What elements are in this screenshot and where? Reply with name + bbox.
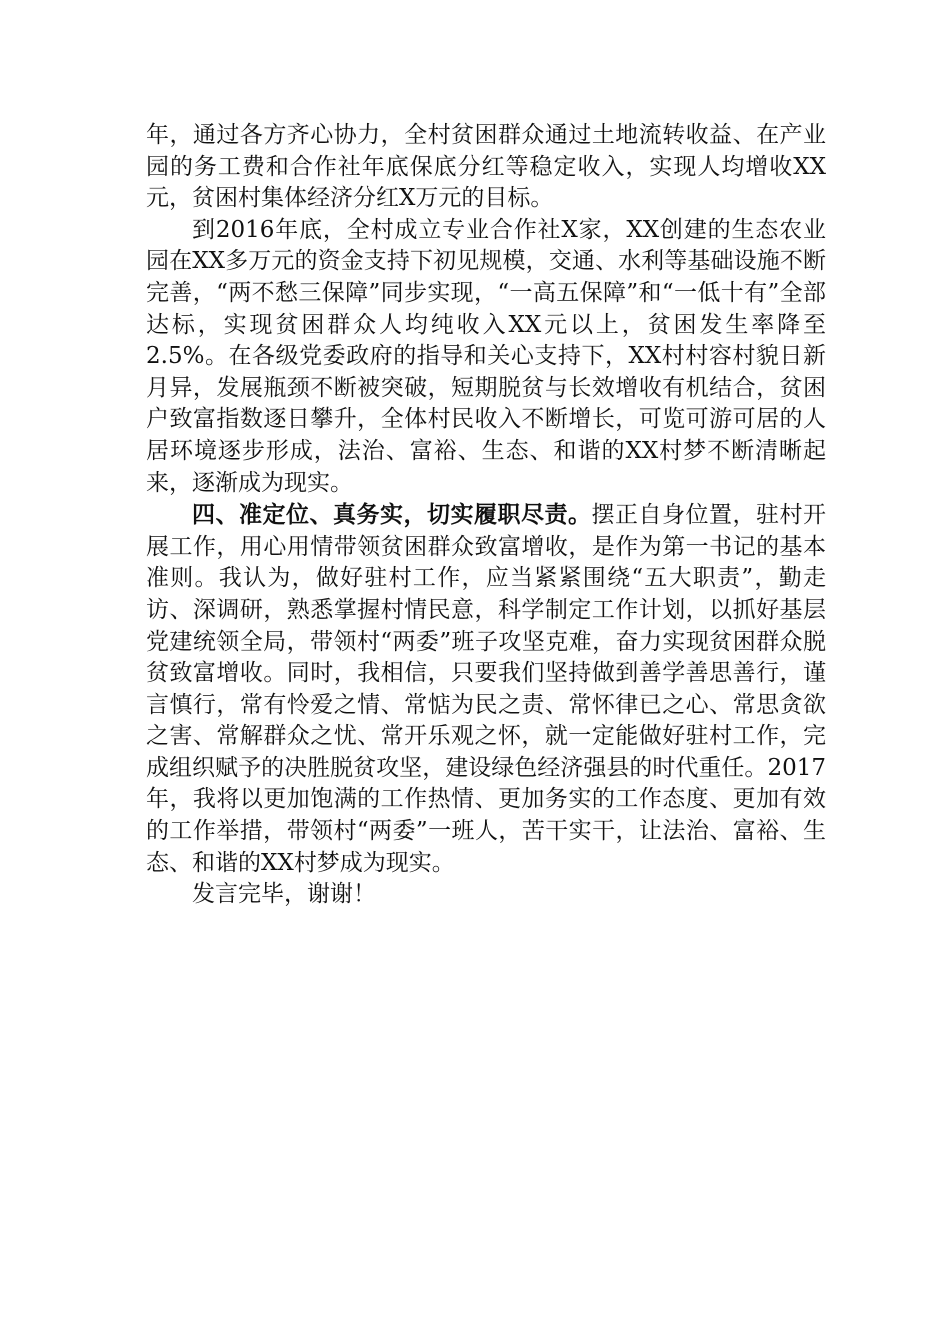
paragraph-closing: 发言完毕，谢谢！: [192, 881, 376, 908]
paragraph-achievements: 到2016年底，全村成立专业合作社X家，XX创建的生态农业园在XX多万元的资金支持下初见规模，交通、水利等基础设施不断完善，“两不愁三保障”同步实现，“一高五保障”和“一低十有”全部达标，实现贫困群众人均纯收入XX元以上，贫困发生率降至2.5%。在各级党委政府的指导和关心支持下，XX村村容村貌日新月异，发展瓶颈不断被突破，短期脱贫与长效增收有机结合，贫困户致富指数逐日攀升，全体村民收入不断增长，可览可游可居的人居环境逐步形成，法治、富裕、生态、和谐的XX村梦不断清晰起来，逐渐成为现实。: [146, 216, 826, 496]
paragraph-section-four: [146, 499, 826, 879]
section-body: 摆正自身位置，驻村开展工作，用心用情带领贫困群众致富增收，是作为第一书记的基本准则。我认为，做好驻村工作，应当紧紧围绕“五大职责”，勤走访、深调研，熟悉掌握村情民意，科学制定工作计划，以抓好基层党建统领全局，带领村“两委”班子攻坚克难，奋力实现贫困群众脱贫致富增收。同时，我相信，只要我们坚持做到善学善思善行，谨言慎行，常有怜爱之情、常惦为民之责、常怀律已之心、常思贪欲之害、常解群众之忧、常开乐观之怀，就一定能做好驻村工作，完成组织赋予的决胜脱贫攻坚，建设绿色经济强县的时代重任。2017年，我将以更加饱满的工作热情、更加务实的工作态度、更加有效的工作举措，带领村“两委”一班人，苦干实干，让法治、富裕、生态、和谐的XX村梦成为现实。: [146, 502, 826, 876]
section-heading: 四、准定位、真务实，切实履职尽责。: [192, 501, 592, 529]
paragraph-continuation: 年，通过各方齐心协力，全村贫困群众通过土地流转收益、在产业园的务工费和合作社年底保底分红等稳定收入，实现人均增收XX元，贫困村集体经济分红X万元的目标。: [146, 122, 826, 212]
document-page: [146, 120, 826, 911]
